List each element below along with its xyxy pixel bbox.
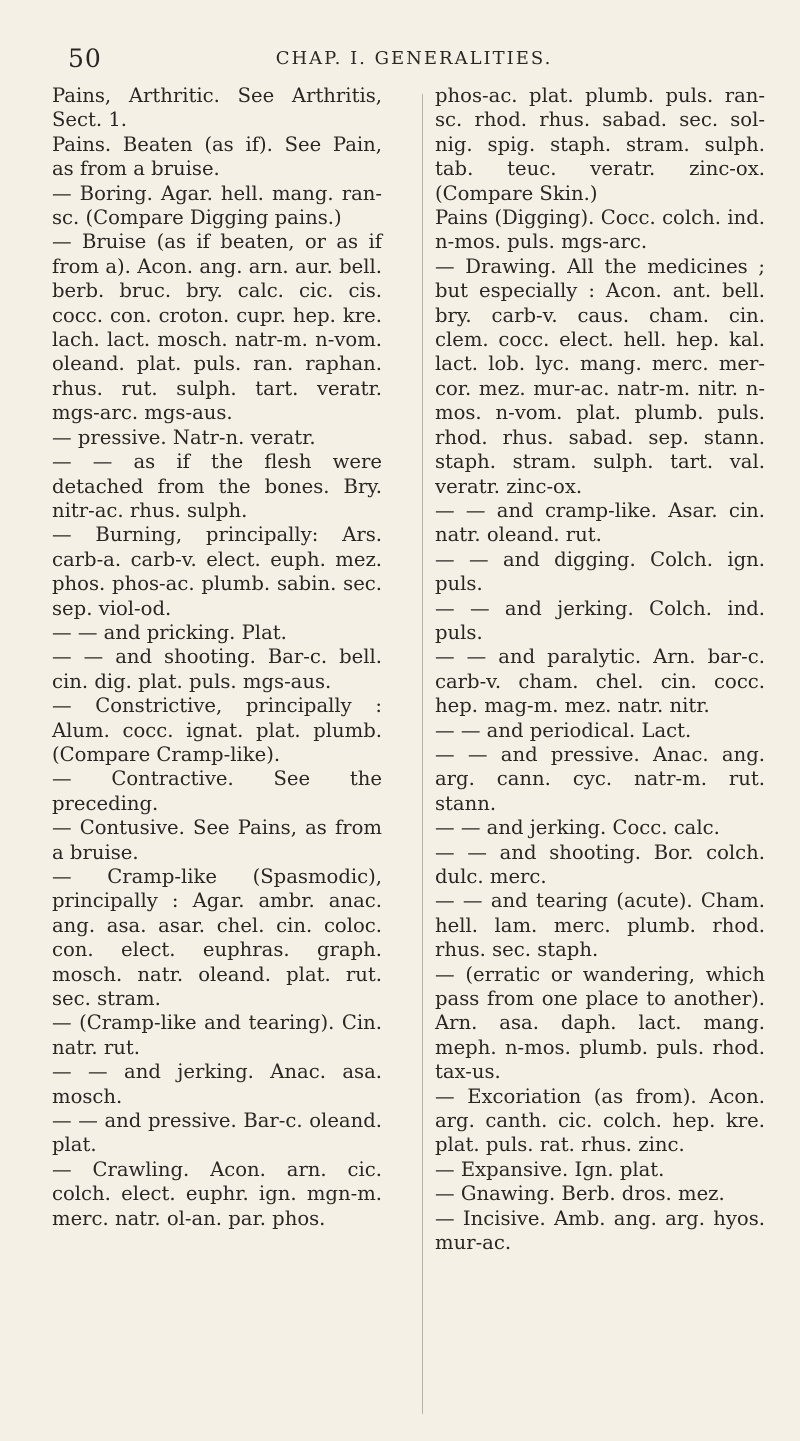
entry: — pressive. Natr-n. veratr.: [52, 425, 316, 449]
entry: — Contusive. See Pains, as from a bruise.: [52, 816, 382, 864]
entry: — Crawling. Acon. arn. cic. colch. elect. euphr. ign. mgn-m. merc. natr. ol-an. par. phos.: [52, 1157, 382, 1230]
entry: — — and paralytic. Arn. bar-c. carb-v. cham. chel. cin. cocc. hep. mag-m. mez. natr. nitr.: [435, 645, 765, 718]
entry: — Constrictive, principally : Alum. cocc. ignat. plat. plumb. (Compare Cramp-like).: [52, 694, 382, 766]
left-column: [52, 84, 382, 1231]
entry: — — and jerking. Colch. ind. puls.: [435, 596, 765, 644]
column-divider: [422, 94, 423, 1414]
entry: — Gnawing. Berb. dros. mez.: [435, 1182, 725, 1206]
page-number: 50: [68, 44, 102, 73]
entry: — — and pressive. Anac. ang. arg. cann. cyc. natr-m. rut. stann.: [435, 742, 765, 815]
entry: — Cramp-like (Spasmodic), principally : Agar. ambr. anac. ang. asa. asar. chel. cin. coloc. con. elect. euphras. graph. mosch. natr. oleand. plat. rut. sec. stram.: [52, 865, 382, 1011]
entry: — (erratic or wandering, which pass from one place to another). Arn. asa. daph. lact. mang. meph. n-mos. plumb. puls. rhod. tax-us.: [435, 962, 765, 1084]
entry: — Incisive. Amb. ang. arg. hyos. mur-ac.: [435, 1206, 765, 1255]
entry: Pains (Digging). Cocc. colch. ind. n-mos. puls. mgs-arc.: [435, 206, 765, 254]
entry: Pains, Arthritic. See Arthritis, Sect. 1.: [52, 84, 382, 132]
entry: — Expansive. Ign. plat.: [435, 1157, 665, 1181]
entry: — — and periodical. Lact.: [435, 718, 692, 742]
page-header: [68, 44, 760, 84]
entry: — — and shooting. Bar-c. bell. cin. dig. plat. puls. mgs-aus.: [52, 645, 382, 693]
entry: — — and jerking. Anac. asa. mosch.: [52, 1060, 382, 1108]
right-column: [435, 84, 765, 1256]
entry: — — as if the flesh were detached from the bones. Bry. nitr-ac. rhus. sulph.: [52, 450, 382, 522]
entry: — Burning, principally: Ars. carb-a. carb-v. elect. euph. mez. phos. phos-ac. plumb. sabin. sec. sep. viol-od.: [52, 523, 382, 620]
entry: — Boring. Agar. hell. mang. ran-sc. (Compare Digging pains.): [52, 181, 382, 230]
entry: — — and tearing (acute). Cham. hell. lam. merc. plumb. rhod. rhus. sec. staph.: [435, 889, 765, 962]
entry: — — and pricking. Plat.: [52, 620, 287, 644]
running-head: CHAP. I. GENERALITIES.: [275, 48, 553, 69]
entry: — Excoriation (as from). Acon. arg. canth. cic. colch. hep. kre. plat. puls. rat. rhus. zinc.: [435, 1084, 765, 1157]
entry: — (Cramp-like and tearing). Cin. natr. rut.: [52, 1011, 382, 1059]
entry: — — and shooting. Bor. colch. dulc. merc.: [435, 840, 765, 888]
entry: — Bruise (as if beaten, or as if from a). Acon. ang. arn. aur. bell. berb. bruc. bry. calc. cic. cis. cocc. con. croton. cupr. hep. kre. lach. lact. mosch. natr-m. n-vom. oleand. plat. puls. ran. raphan. rhus. rut. sulph. tart. veratr. mgs-arc. mgs-aus.: [52, 230, 382, 425]
entry: Pains. Beaten (as if). See Pain, as from a bruise.: [52, 132, 382, 181]
entry: — — and cramp-like. Asar. cin. natr. oleand. rut.: [435, 498, 765, 547]
entry: — Drawing. All the medicines ; but especially : Acon. ant. bell. bry. carb-v. caus. cham. cin. clem. cocc. elect. hell. hep. kal. lact. lob. lyc. mang. merc. mer-cor. mez. mur-ac. natr-m. nitr. n-mos. n-vom. plat. plumb. puls. rhod. rhus. sabad. sep. stann. staph. stram. sulph. tart. val. veratr. zinc-ox.: [435, 254, 765, 498]
entry: — Contractive. See the preceding.: [52, 767, 382, 815]
entry: — — and jerking. Cocc. calc.: [435, 816, 720, 840]
entry: — — and digging. Colch. ign. puls.: [435, 547, 765, 596]
entry: — — and pressive. Bar-c. oleand. plat.: [52, 1109, 382, 1157]
entry: phos-ac. plat. plumb. puls. ran-sc. rhod. rhus. sabad. sec. sol-nig. spig. staph. stram. sulph. tab. teuc. veratr. zinc-ox. (Compare Skin.): [435, 84, 765, 205]
